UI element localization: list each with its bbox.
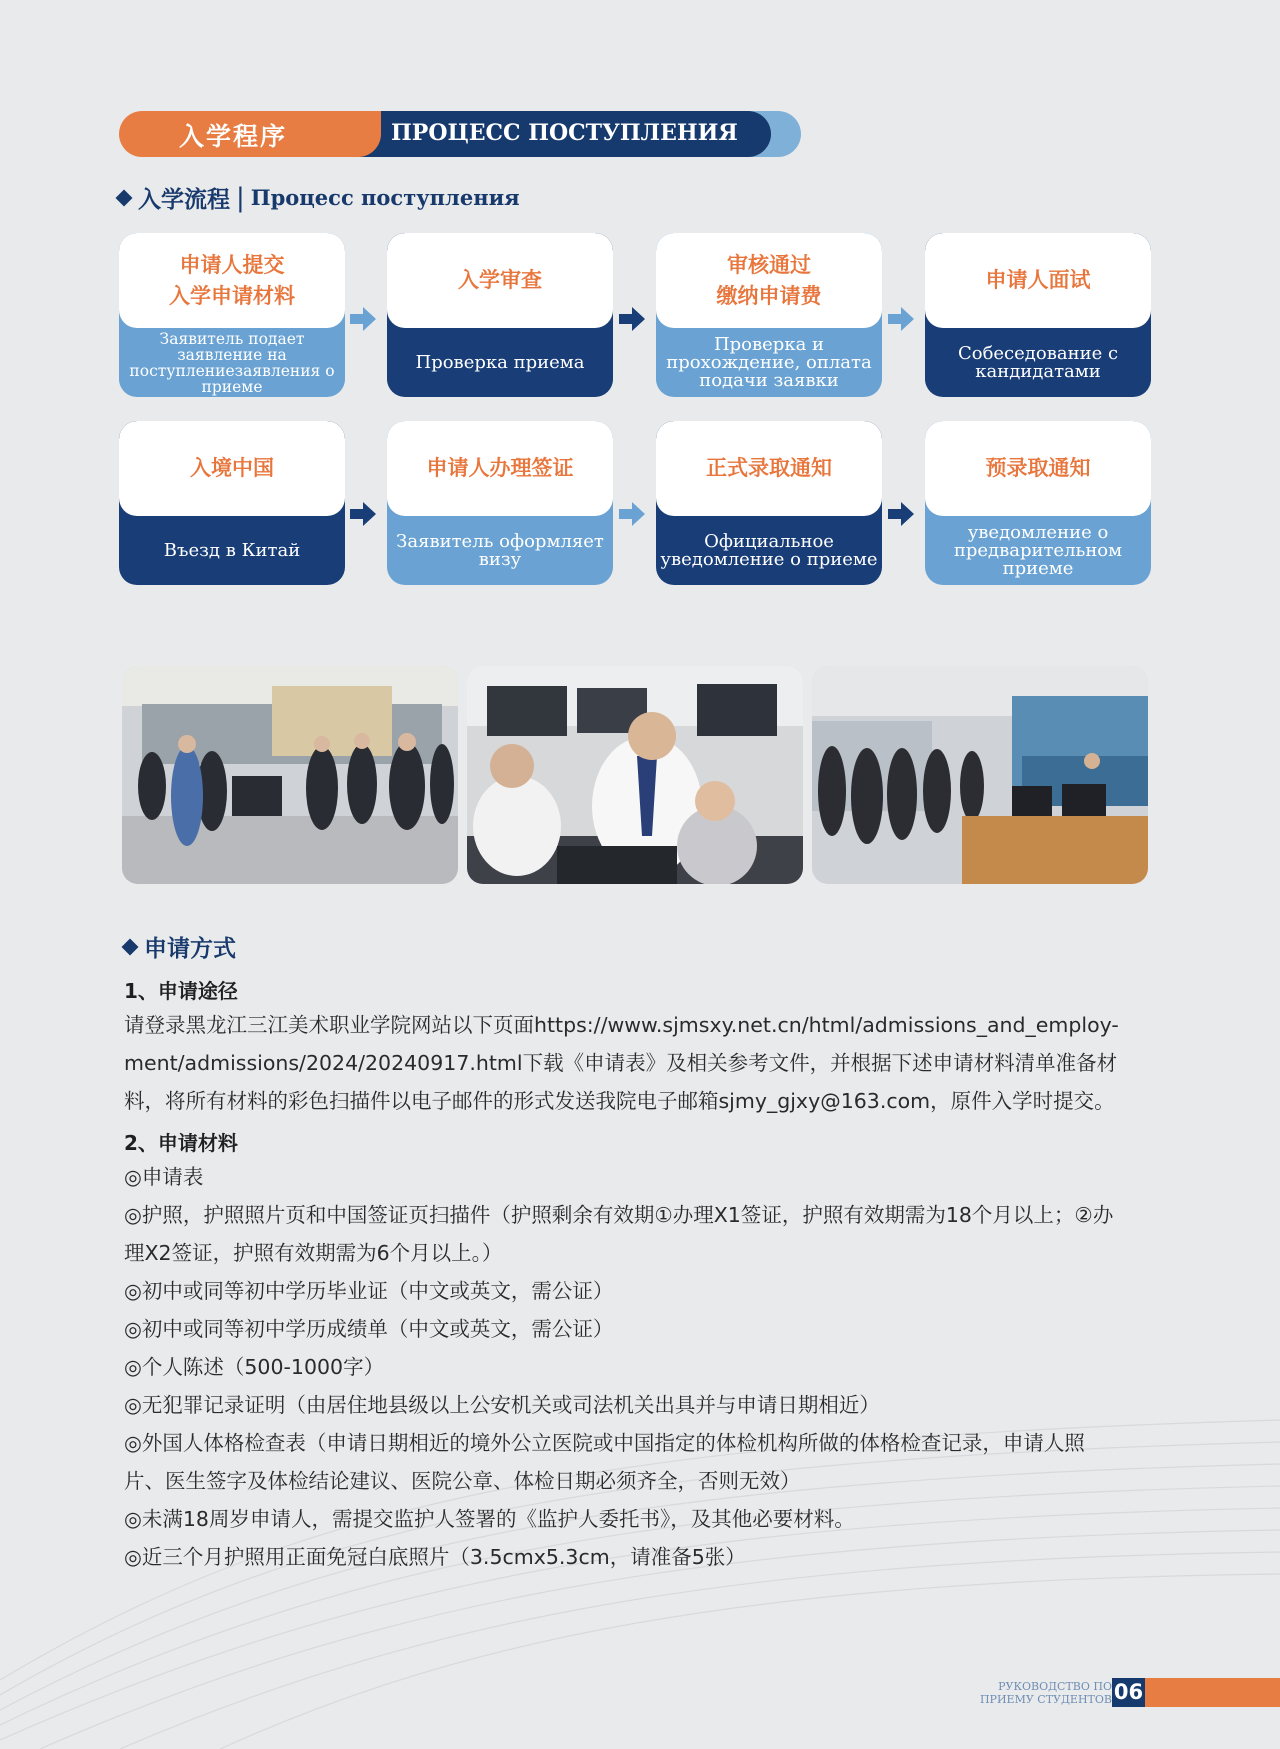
arrow-right-icon [619, 502, 645, 526]
material-item: 片、医生签字及体检结论建议、医院公章、体检日期必须齐全，否则无效） [124, 1469, 801, 1493]
material-item: ◎近三个月护照用正面免冠白底照片（3.5cmx5.3cm，请准备5张） [124, 1545, 746, 1569]
footer-guide-line2: ПРИЕМУ СТУДЕНТОВ [979, 1693, 1112, 1706]
step-card [656, 421, 882, 585]
application-heading-text: 申请方式 [144, 936, 236, 962]
photo-group-tour [122, 666, 458, 884]
step-title-cn: 审核通过 缴纳申请费 [716, 252, 822, 308]
step-title-cn: 入学审查 [458, 268, 542, 292]
arrow-right-icon [619, 307, 645, 331]
material-item: ◎初中或同等初中学历毕业证（中文或英文，需公证） [124, 1279, 614, 1303]
material-item: 理X2签证，护照有效期需为6个月以上。） [124, 1241, 503, 1265]
diamond-icon [122, 938, 139, 955]
photo-simulator-lab [812, 666, 1148, 884]
footer-guide-line1: РУКОВОДСТВО ПО [998, 1680, 1112, 1693]
step-title-ru: Заявитель подает заявление на поступлениезаявления о приеме [129, 329, 335, 396]
process-heading [118, 181, 520, 214]
step-card [387, 233, 613, 397]
step-title-ru: Въезд в Китай [163, 539, 301, 561]
photo-computer-class [467, 666, 803, 884]
step-title-cn: 入境中国 [190, 456, 274, 480]
arrow-right-icon [350, 307, 376, 331]
step-title-ru: Собеседование с кандидатами [957, 342, 1119, 382]
step-card [387, 421, 613, 585]
material-item: ◎护照，护照照片页和中国签证页扫描件（护照剩余有效期①办理X1签证，护照有效期需为18个月以上；②办 [124, 1203, 1114, 1227]
step-card [925, 233, 1151, 397]
heading-separator: | [236, 182, 245, 213]
step-card [656, 233, 882, 397]
channel-line: 料，将所有材料的彩色扫描件以电子邮件的形式发送我院电子邮箱sjmy_gjxy@163.com，原件入学时提交。 [124, 1089, 1115, 1113]
material-item: ◎初中或同等初中学历成绩单（中文或英文，需公证） [124, 1317, 614, 1341]
channel-line: 请登录黑龙江三江美术职业学院网站以下页面https://www.sjmsxy.net.cn/html/admissions_and_employ- [124, 1013, 1119, 1037]
step-title-ru: Проверка и прохождение, оплата подачи заявки [666, 333, 872, 391]
step-title-cn: 申请人面试 [985, 268, 1091, 292]
channel-title: 1、申请途径 [124, 979, 238, 1003]
page-number: 06 [1112, 1678, 1145, 1707]
arrow-right-icon [888, 502, 914, 526]
step-title-ru: Проверка приема [415, 351, 585, 373]
arrow-right-icon [350, 502, 376, 526]
step-card [119, 421, 345, 585]
step-title-cn: 申请人提交 入学申请材料 [169, 252, 295, 308]
diamond-icon [116, 189, 133, 206]
channel-line: ment/admissions/2024/20240917.html下载《申请表》及相关参考文件，并根据下述申请材料清单准备材 [124, 1051, 1118, 1075]
step-title-ru: Заявитель оформляет визу [396, 530, 604, 570]
banner-title-ru: ПРОЦЕСС ПОСТУПЛЕНИЯ [391, 120, 738, 146]
material-item: ◎个人陈述（500-1000字） [124, 1355, 385, 1379]
materials-title: 2、申请材料 [124, 1131, 238, 1155]
process-heading-cn: 入学流程 [138, 187, 230, 213]
application-heading [124, 930, 236, 963]
step-card [925, 421, 1151, 585]
step-title-cn: 正式录取通知 [706, 456, 832, 480]
step-title-ru: Официальное уведомление о приеме [660, 530, 878, 570]
material-item: ◎申请表 [124, 1165, 204, 1189]
step-card [119, 233, 345, 397]
process-heading-ru: Процесс поступления [250, 185, 520, 210]
arrow-right-icon [888, 307, 914, 331]
step-title-cn: 申请人办理签证 [426, 456, 574, 480]
material-item: ◎无犯罪记录证明（由居住地县级以上公安机关或司法机关出具并与申请日期相近） [124, 1393, 880, 1417]
footer-orange-bar [1145, 1678, 1280, 1707]
material-item: ◎外国人体格检查表（申请日期相近的境外公立医院或中国指定的体检机构所做的体格检查记录，申请人照 [124, 1431, 1085, 1455]
material-item: ◎未满18周岁申请人，需提交监护人签署的《监护人委托书》，及其他必要材料。 [124, 1507, 855, 1531]
section-banner [119, 111, 801, 157]
footer-guide-title [960, 1680, 1112, 1706]
step-title-cn: 预录取通知 [985, 456, 1091, 480]
step-title-ru: уведомление о предварительном приеме [953, 521, 1123, 579]
banner-title-cn: 入学程序 [179, 122, 288, 151]
